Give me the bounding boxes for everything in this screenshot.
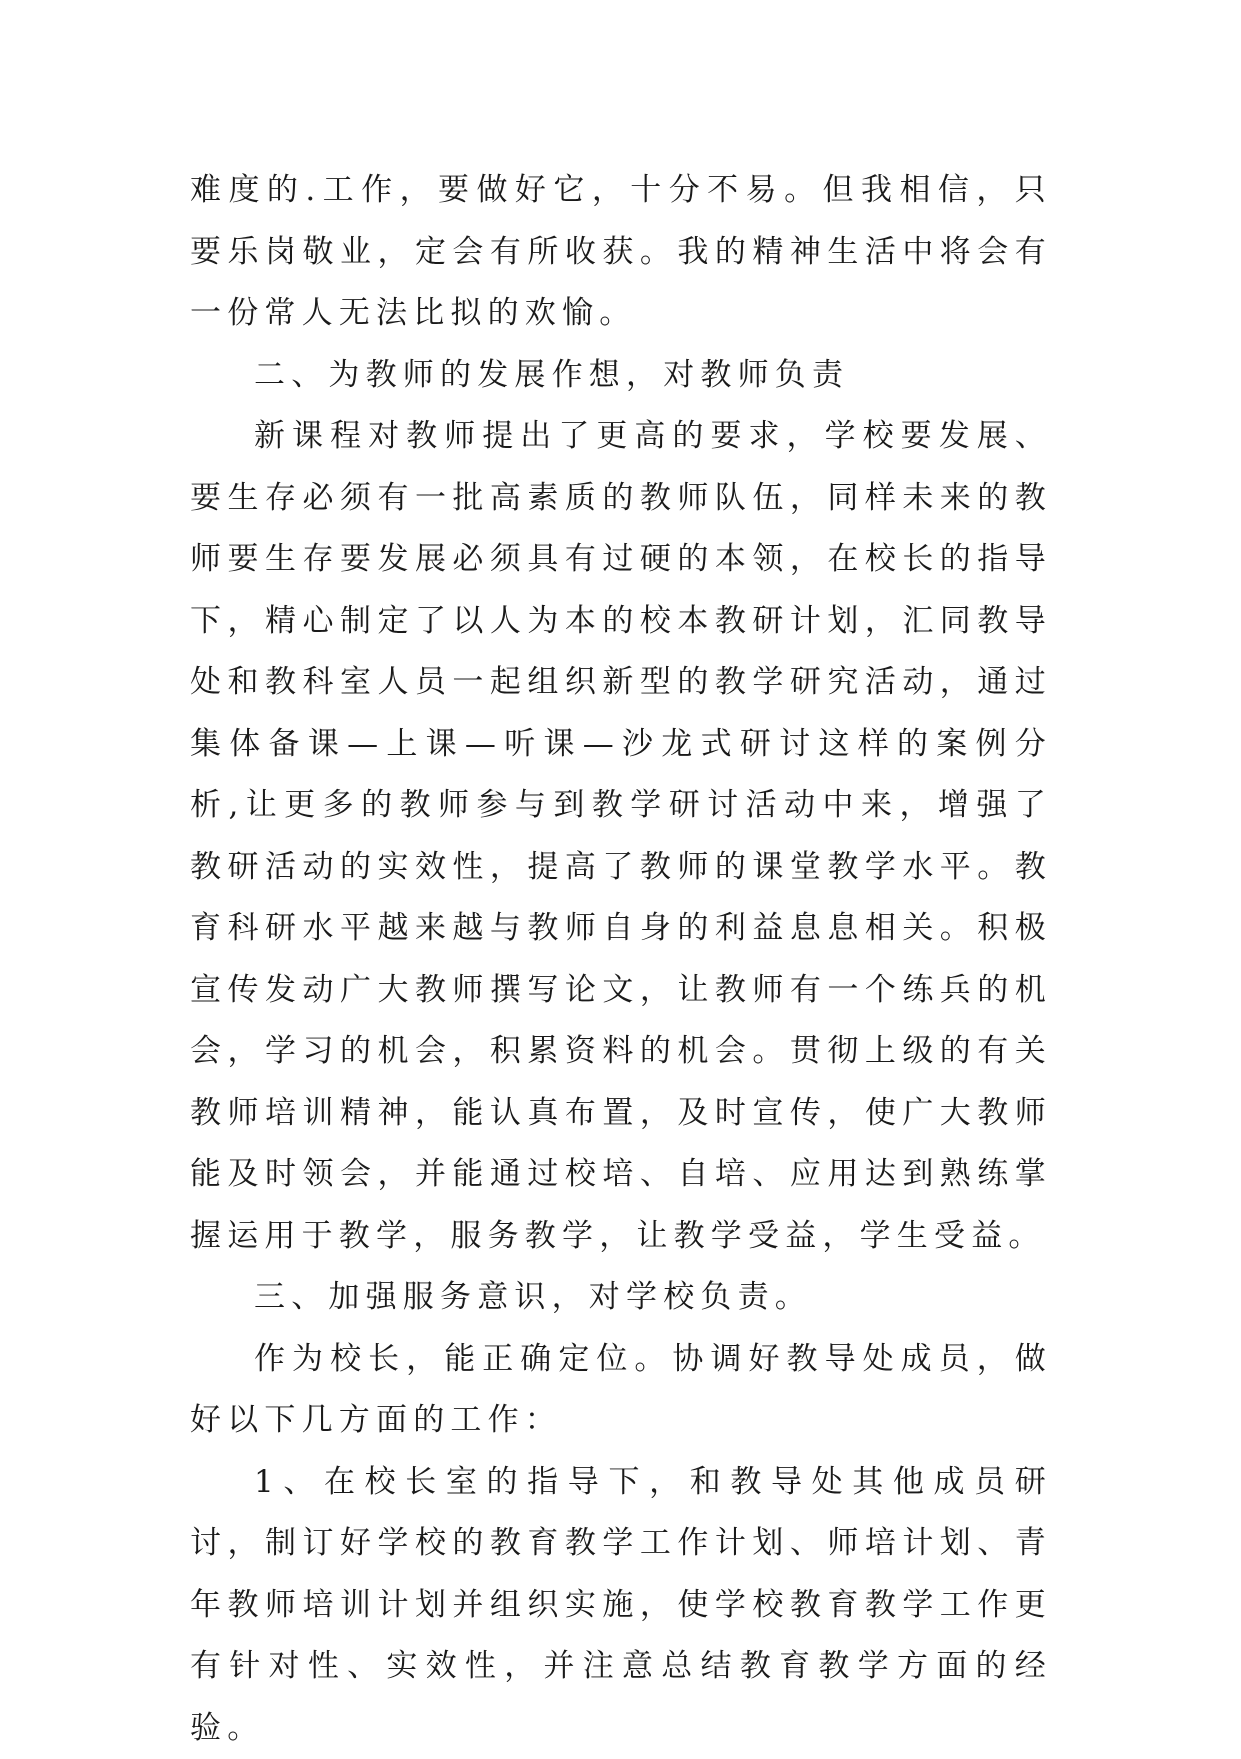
section-heading-three: 三、加强服务意识，对学校负责。 [190, 1267, 1052, 1329]
paragraph-item-one: 1、在校长室的指导下，和教导处其他成员研讨，制订好学校的教育教学工作计划、师培计划、青年教师培训计划并组织实施，使学校教育教学工作更有针对性、实效性，并注意总结教育教学方面的经验。 [190, 1452, 1052, 1759]
section-heading-two: 二、为教师的发展作想，对教师负责 [190, 345, 1052, 407]
paragraph-principal-role: 作为校长，能正确定位。协调好教导处成员，做好以下几方面的工作： [190, 1329, 1052, 1452]
paragraph-teacher-development: 新课程对教师提出了更高的要求，学校要发展、要生存必须有一批高素质的教师队伍，同样未来的教师要生存要发展必须具有过硬的本领，在校长的指导下，精心制定了以人为本的校本教研计划，汇同教导处和教科室人员一起组织新型的教学研究活动，通过集体备课—上课—听课—沙龙式研讨这样的案例分析,让更多的教师参与到教学研讨活动中来，增强了教研活动的实效性，提高了教师的课堂教学水平。教育科研水平越来越与教师自身的利益息息相关。积极宣传发动广大教师撰写论文，让教师有一个练兵的机会，学习的机会，积累资料的机会。贯彻上级的有关教师培训精神，能认真布置，及时宣传，使广大教师能及时领会，并能通过校培、自培、应用达到熟练掌握运用于教学，服务教学，让教学受益，学生受益。 [190, 406, 1052, 1267]
document-body [190, 160, 1052, 1759]
paragraph-intro-continuation: 难度的.工作，要做好它，十分不易。但我相信，只要乐岗敬业，定会有所收获。我的精神生活中将会有一份常人无法比拟的欢愉。 [190, 160, 1052, 345]
